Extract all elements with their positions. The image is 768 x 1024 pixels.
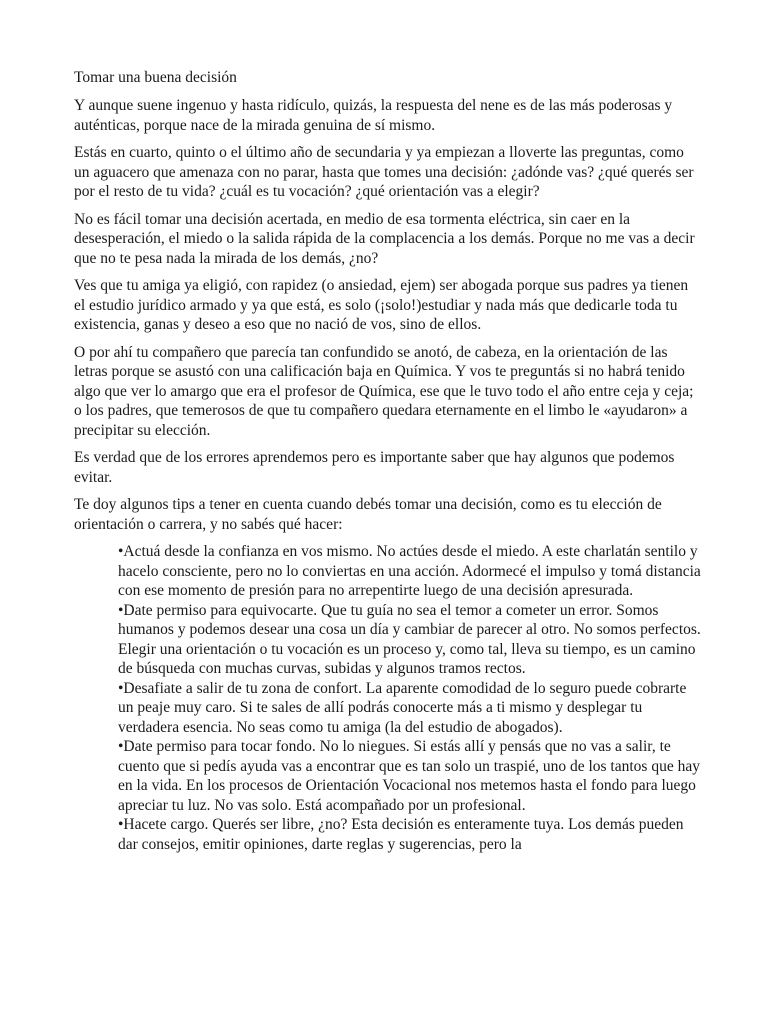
tip-item: •Hacete cargo. Querés ser libre, ¿no? Esta decisión es enteramente tuya. Los demás pueden dar consejos, emitir opiniones, darte reglas y sugerencias, pero la: [118, 816, 684, 853]
tip-item: •Desafiate a salir de tu zona de confort. La aparente comodidad de lo seguro puede cobrarte un peaje muy caro. Si te sales de allí podrás conocerte más a ti mismo y desplegar tu verdadera esencia. No seas como tu amiga (la del estudio de abogados).: [118, 679, 687, 736]
paragraph-difficulty: No es fácil tomar una decisión acertada, en medio de esa tormenta eléctrica, sin caer en la desesperación, el miedo o la salida rápida de la complacencia a los demás. Porque no me vas a decir que no te pesa nada la mirada de los demás, ¿no?: [74, 210, 695, 267]
tips-list: [74, 542, 702, 854]
paragraph-classmate: O por ahí tu compañero que parecía tan confundido se anotó, de cabeza, en la orientación de las letras porque se asustó con una calificación baja en Química. Y vos te preguntás si no habrá tenido algo que ver lo amargo que era el profesor de Química, ese que le tuvo todo el año entre ceja y ceja; o los padres, que temerosos de que tu compañero quedara eternamente en el limbo le «ayudaron» a precipitar su elección.: [74, 343, 694, 439]
paragraph-questions: Estás en cuarto, quinto o el último año de secundaria y ya empiezan a lloverte las preguntas, como un aguacero que amenaza con no parar, hasta que tomes una decisión: ¿adónde vas? ¿qué querés ser por el resto de tu vida? ¿cuál es tu vocación? ¿qué orientación vas a elegir?: [74, 144, 694, 200]
tip-item: •Actuá desde la confianza en vos mismo. No actúes desde el miedo. A este charlatán sentilo y hacelo consciente, pero no lo conviertas en una acción. Adormecé el impulso y tomá distancia con ese momento de presión para no arrepentirte luego de una decisión apresurada.: [118, 543, 701, 599]
paragraph-tips-intro: Te doy algunos tips a tener en cuenta cuando debés tomar una decisión, como es tu elección de orientación o carrera, y no sabés qué hacer:: [74, 496, 662, 533]
tip-item: •Date permiso para equivocarte. Que tu guía no sea el temor a cometer un error. Somos humanos y podemos desear una cosa un día y cambiar de parecer al otro. No somos perfectos. Elegir una orientación o tu vocación es un proceso y, como tal, lleva su tiempo, es un camino de búsqueda con muchas curvas, subidas y algunos tramos rectos.: [118, 601, 701, 677]
document-page: [74, 68, 702, 854]
paragraph-intro: Y aunque suene ingenuo y hasta ridículo, quizás, la respuesta del nene es de las más poderosas y auténticas, porque nace de la mirada genuina de sí mismo.: [74, 97, 673, 134]
paragraph-errors: Es verdad que de los errores aprendemos pero es importante saber que hay algunos que podemos evitar.: [74, 449, 675, 486]
document-title: Tomar una buena decisión: [74, 69, 237, 86]
paragraph-friend: Ves que tu amiga ya eligió, con rapidez (o ansiedad, ejem) ser abogada porque sus padres ya tienen el estudio jurídico armado y ya que está, es solo (¡solo!)estudiar y nada más que dedicarle toda tu existencia, ganas y deseo a eso que no nació de vos, sino de ellos.: [74, 277, 689, 333]
tip-item: •Date permiso para tocar fondo. No lo niegues. Si estás allí y pensás que no vas a salir, te cuento que si pedís ayuda vas a encontrar que es tan solo un traspié, uno de los tantos que hay en la vida. En los procesos de Orientación Vocacional nos metemos hasta el fondo para luego apreciar tu luz. No vas solo. Está acompañado por un profesional.: [118, 738, 700, 814]
